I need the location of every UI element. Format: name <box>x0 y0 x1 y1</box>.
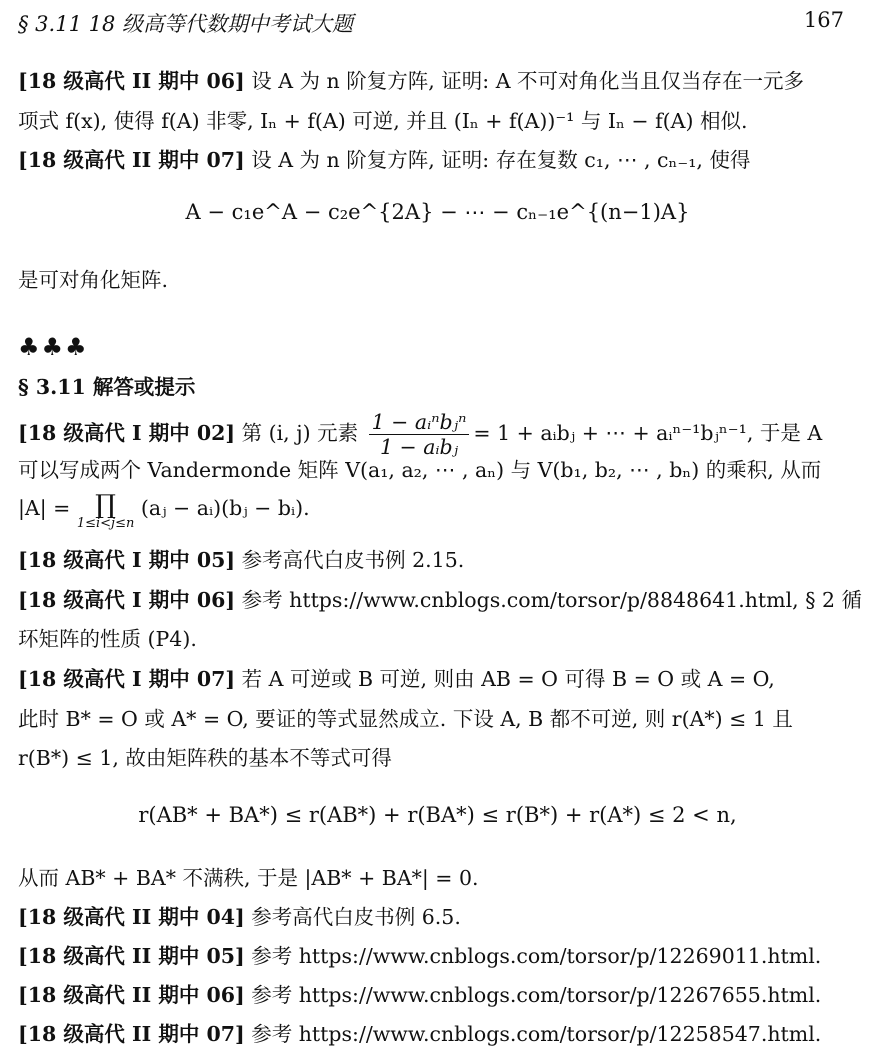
answer-I07-line5: 从而 AB* + BA* 不满秩, 于是 |AB* + BA*| = 0. <box>18 866 479 890</box>
problem-II06-line2: 项式 f(x), 使得 f(A) 非零, Iₙ + f(A) 可逆, 并且 (Iₙ + f(A))⁻¹ 与 Iₙ − f(A) 相似. <box>18 109 748 133</box>
problem-tag: [18 级高代 II 期中 07] <box>18 148 245 172</box>
problem-tag: [18 级高代 II 期中 06] <box>18 69 245 93</box>
answer-tag: [18 级高代 I 期中 02] <box>18 421 236 445</box>
answer-text: = 1 + aᵢbⱼ + ⋯ + aᵢⁿ⁻¹bⱼⁿ⁻¹, 于是 A <box>473 421 823 445</box>
answer-I06-line1 <box>18 585 862 615</box>
fraction-numerator: 1 − aᵢⁿbⱼⁿ <box>369 410 470 435</box>
answer-text: 若 A 可逆或 B 可逆, 则由 AB = O 可得 B = O 或 A = O, <box>235 667 775 691</box>
page-number: 167 <box>803 8 844 32</box>
answer-text: 参考高代白皮书例 6.5. <box>244 905 461 929</box>
answer-link-text: 参考 https://www.cnblogs.com/torsor/p/12258547.html. <box>244 1022 822 1046</box>
answer-I06-line2: 环矩阵的性质 (P4). <box>18 627 197 651</box>
fraction <box>369 410 470 459</box>
running-header <box>18 8 844 38</box>
answer-I02-line2: 可以写成两个 Vandermonde 矩阵 V(a₁, a₂, ⋯ , aₙ) 与 V(b₁, b₂, ⋯ , bₙ) 的乘积, 从而 <box>18 458 822 482</box>
problem-II06-line1 <box>18 66 804 96</box>
answer-II05 <box>18 941 821 971</box>
answer-tag: [18 级高代 II 期中 06] <box>18 983 245 1007</box>
answer-tag: [18 级高代 I 期中 07] <box>18 667 236 691</box>
answer-text: 参考高代白皮书例 2.15. <box>235 548 465 572</box>
answer-I07-line1 <box>18 664 775 694</box>
product-limits: 1≤i<j≤n <box>76 516 135 531</box>
problem-II07-line1 <box>18 145 750 175</box>
product-operator <box>76 490 135 531</box>
answer-II06 <box>18 980 821 1010</box>
display-formula: r(AB* + BA*) ≤ r(AB*) + r(BA*) ≤ r(B*) + r(A*) ≤ 2 < n, <box>138 803 737 827</box>
answer-tag: [18 级高代 II 期中 05] <box>18 944 245 968</box>
fraction-denominator: 1 − aᵢbⱼ <box>379 435 459 459</box>
answer-II07 <box>18 1019 821 1049</box>
answer-I02-line1 <box>18 410 822 459</box>
answer-link-text: 参考 https://www.cnblogs.com/torsor/p/12267655.html. <box>244 983 822 1007</box>
answer-tag: [18 级高代 I 期中 06] <box>18 588 236 612</box>
answer-text: 第 (i, j) 元素 <box>235 421 359 445</box>
answer-I02-line3 <box>18 490 310 531</box>
product-body: (aⱼ − aᵢ)(bⱼ − bᵢ). <box>140 496 310 520</box>
answers-heading: § 3.11 解答或提示 <box>18 375 196 399</box>
answer-text: 参考 https://www.cnblogs.com/torsor/p/8848641.html, § 2 循 <box>235 588 863 612</box>
answer-tag: [18 级高代 I 期中 05] <box>18 548 236 572</box>
problem-text: 设 A 为 n 阶复方阵, 证明: 存在复数 c₁, ⋯ , cₙ₋₁, 使得 <box>244 148 751 172</box>
section-title: § 3.11 18 级高等代数期中考试大题 <box>18 12 354 36</box>
clubs-separator: ♣♣♣ <box>18 333 89 361</box>
answer-tag: [18 级高代 II 期中 04] <box>18 905 245 929</box>
answer-link-text: 参考 https://www.cnblogs.com/torsor/p/12269011.html. <box>244 944 822 968</box>
display-formula: A − c₁e^A − c₂e^{2A} − ⋯ − cₙ₋₁e^{(n−1)A} <box>185 200 690 224</box>
answer-II04 <box>18 902 461 932</box>
product-symbol: ∏ <box>95 490 116 520</box>
answer-I07-line2: 此时 B* = O 或 A* = O, 要证的等式显然成立. 下设 A, B 都不可逆, 则 r(A*) ≤ 1 且 <box>18 707 793 731</box>
determinant-lhs: |A| = <box>18 496 71 520</box>
problem-text: 设 A 为 n 阶复方阵, 证明: A 不可对角化当且仅当存在一元多 <box>244 69 805 93</box>
answer-tag: [18 级高代 II 期中 07] <box>18 1022 245 1046</box>
answer-I07-line3: r(B*) ≤ 1, 故由矩阵秩的基本不等式可得 <box>18 746 392 770</box>
problem-II07-line3: 是可对角化矩阵. <box>18 268 169 292</box>
answer-I05 <box>18 545 464 575</box>
